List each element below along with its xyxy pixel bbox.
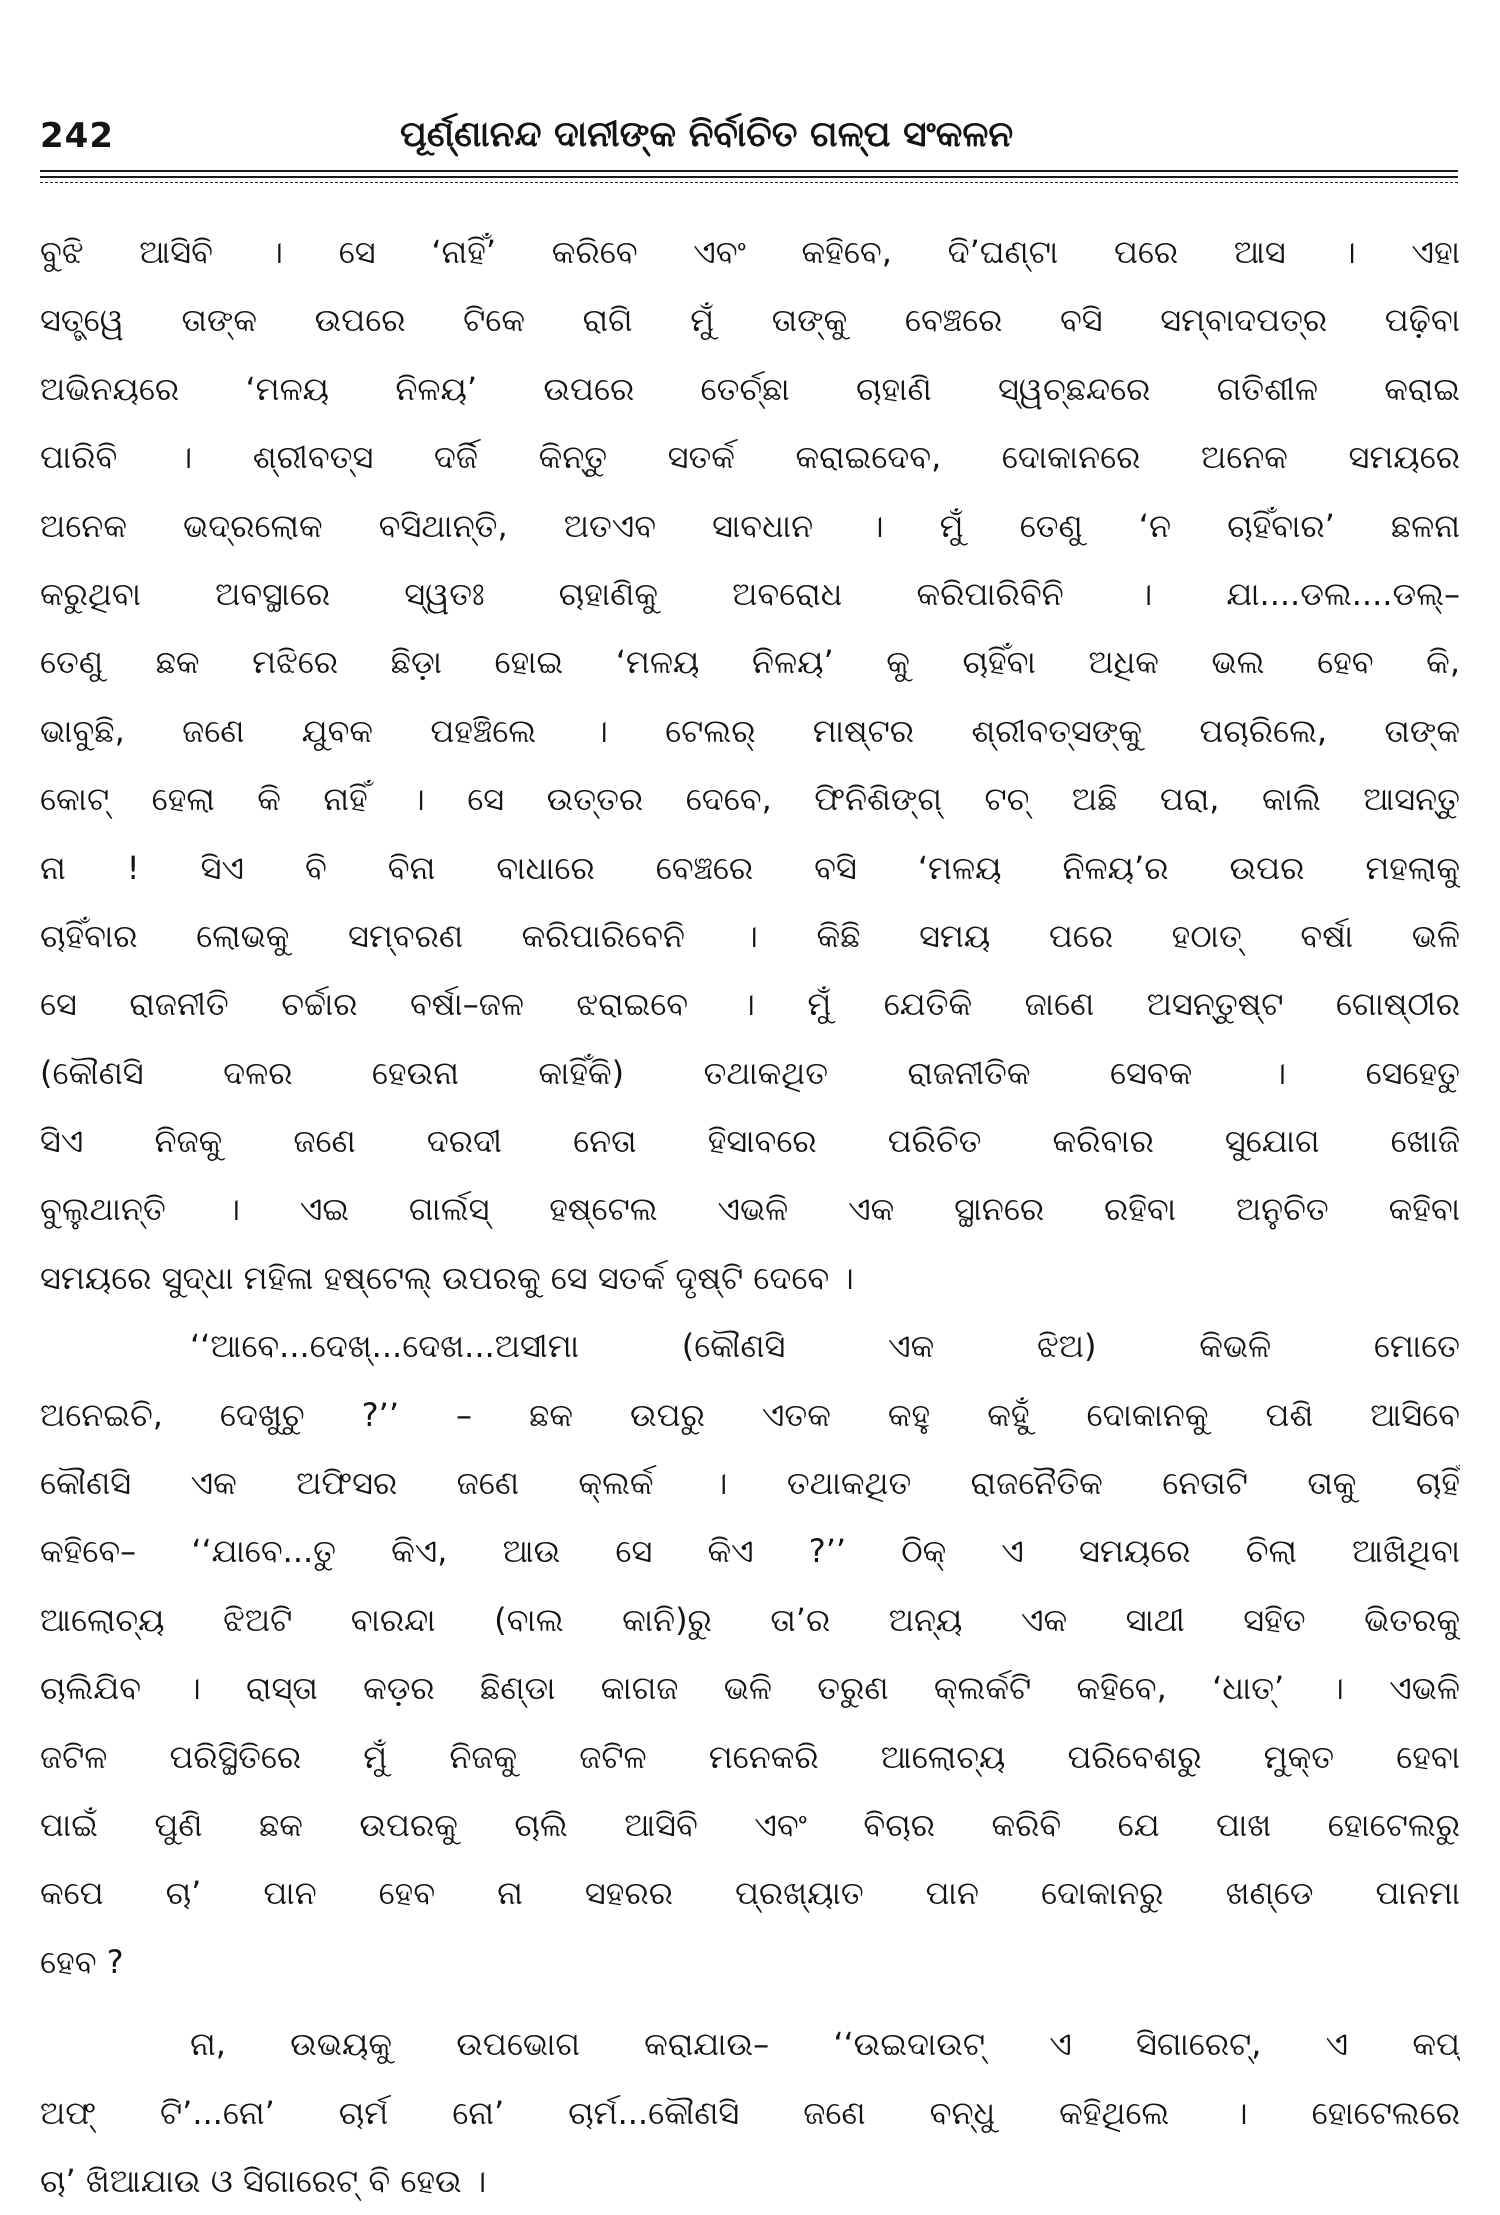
page-number: 242: [40, 116, 114, 156]
text-line: ଅଫ୍ ଟି’...ନୋ’ ଚାର୍ମ ନୋ’ ଚାର୍ମ...କୌଣସି ଜଣେ ବନ୍ଧୁ କହିଥିଲେ । ହୋଟେଲରେ: [40, 2093, 1460, 2132]
text-line: ‘‘ଆବେ...ଦେଖ୍...ଦେଖ...ଅସୀମା (କୌଣସି ଏକ ଝିଅ) କିଭଳି ମୋତେ: [190, 1327, 1460, 1366]
text-line: କରୁଥିବା ଅବସ୍ଥାରେ ସ୍ୱତଃ ଚାହାଣିକୁ ଅବରୋଧ କରିପାରିବିନି । ଯା....ଡଲ....ଡଲ୍–: [40, 574, 1460, 613]
text-line: ସତ୍ତ୍ୱେ ତାଙ୍କ ଉପରେ ଟିକେ ରାଗି ମୁଁ ତାଙ୍କୁ ବେଞ୍ଚରେ ବସି ସମ୍ବାଦପତ୍ର ପଢ଼ିବା: [40, 301, 1460, 340]
text-line: ଅଭିନୟରେ ‘ମଳୟ ନିଳୟ’ ଉପରେ ତେର୍ଚ୍ଛା ଚାହାଣି ସ୍ୱଚ୍ଛନ୍ଦରେ ଗତିଶୀଳ କରାଇ: [40, 369, 1460, 408]
header-rule: [40, 182, 1458, 183]
text-line: ପାଇଁ ପୁଣି ଛକ ଉପରକୁ ଚାଲି ଆସିବି ଏବଂ ବିଚାର କରିବି ଯେ ପାଖ ହୋଟେଲରୁ: [40, 1805, 1460, 1844]
text-line: ତେଣୁ ଛକ ମଝିରେ ଛିଡ଼ା ହୋଇ ‘ମଳୟ ନିଳୟ’ କୁ ଚାହିଁବା ଅଧିକ ଭଲ ହେବ କି,: [40, 643, 1460, 682]
text-line: ହେବ ?: [40, 1942, 124, 1981]
text-line: ପାରିବି । ଶ୍ରୀବତ୍ସ ଦର୍ଜି କିନ୍ତୁ ସତର୍କ କରାଇଦେବ, ଦୋକାନରେ ଅନେକ ସମୟରେ: [40, 438, 1460, 477]
text-line: ସମୟରେ ସୁଦ୍ଧା ମହିଳା ହଷ୍ଟେଲ୍ ଉପରକୁ ସେ ସତର୍କ ଦୃଷ୍ଟି ଦେବେ ।: [40, 1258, 854, 1297]
text-line: କୋଟ୍ ହେଲା କି ନାହିଁ । ସେ ଉତ୍ତର ଦେବେ, ଫିନିଶିଙ୍ଗ୍ ଟଚ୍ ଅଛି ପରା, କାଲି ଆସନ୍ତୁ: [40, 780, 1460, 819]
running-title: ପୂର୍ଣ୍ଣାନନ୍ଦ ଦାନୀଙ୍କ ନିର୍ବାଚିତ ଗଳ୍ପ ସଂକଳନ: [400, 114, 1014, 155]
page-header: [40, 108, 1460, 168]
text-line: (କୌଣସି ଦଳର ହେଉନା କାହିଁକି) ତଥାକଥିତ ରାଜନୀତିକ ସେବକ । ସେହେତୁ: [40, 1053, 1460, 1092]
header-rule: [40, 176, 1458, 178]
text-line: କହିବେ– ‘‘ଯାବେ...ତୁ କିଏ, ଆଉ ସେ କିଏ ?’’ ଠିକ୍ ଏ ସମୟରେ ଚିଲା ଆଖିଥିବା: [40, 1532, 1460, 1571]
text-line: ଜଟିଳ ପରିସ୍ଥିତିରେ ମୁଁ ନିଜକୁ ଜଟିଳ ମନେକରି ଆଲୋଚ୍ୟ ପରିବେଶରୁ ମୁକ୍ତ ହେବା: [40, 1737, 1460, 1776]
text-line: ଚାହିଁବାର ଲୋଭକୁ ସମ୍ବରଣ କରିପାରିବେନି । କିଛି ସମୟ ପରେ ହଠାତ୍ ବର୍ଷା ଭଳି: [40, 916, 1460, 955]
text-line: କୌଣସି ଏକ ଅଫିସର ଜଣେ କ୍ଲର୍କ । ତଥାକଥିତ ରାଜନୈତିକ ନେତାଟି ତାକୁ ଚାହିଁ: [40, 1464, 1460, 1503]
body-text: [40, 218, 1460, 2215]
text-line: କପେ ଚା’ ପାନ ହେବ ନା ସହରର ପ୍ରଖ୍ୟାତ ପାନ ଦୋକାନରୁ ଖଣ୍ଡେ ପାନମା: [40, 1874, 1460, 1913]
text-line: ସିଏ ନିଜକୁ ଜଣେ ଦରଦୀ ନେତା ହିସାବରେ ପରିଚିତ କରିବାର ସୁଯୋଗ ଖୋଜି: [40, 1122, 1460, 1161]
text-line: ଅନେଇଚି, ଦେଖୁଚୁ ?’’ – ଛକ ଉପରୁ ଏତକ କହୁ କହୁଁ ଦୋକାନକୁ ପଶି ଆସିବେ: [40, 1395, 1460, 1434]
text-line: ଅନେକ ଭଦ୍ରଲୋକ ବସିଥାନ୍ତି, ଅତଏବ ସାବଧାନ । ମୁଁ ତେଣୁ ‘ନ ଚାହିଁବାର’ ଛଳନା: [40, 506, 1460, 545]
text-line: ନା, ଉଭୟକୁ ଉପଭୋଗ କରାଯାଉ– ‘‘ଉଇଦାଉଟ୍ ଏ ସିଗାରେଟ୍, ଏ କପ୍: [190, 2025, 1460, 2064]
text-line: ଭାବୁଛି, ଜଣେ ଯୁବକ ପହଞ୍ଚିଲେ । ଟେଲର୍ ମାଷ୍ଟର ଶ୍ରୀବତ୍ସଙ୍କୁ ପଚାରିଲେ, ତାଙ୍କ: [40, 711, 1460, 750]
text-line: ସେ ରାଜନୀତି ଚର୍ଚ୍ଚାର ବର୍ଷା–ଜଳ ଝରାଇବେ । ମୁଁ ଯେତିକି ଜାଣେ ଅସନ୍ତୁଷ୍ଟ ଗୋଷ୍ଠୀର: [40, 985, 1460, 1024]
text-line: ଆଲୋଚ୍ୟ ଝିଅଟି ବାରନ୍ଦା (ବାଲ କାନି)ରୁ ତା’ର ଅନ୍ୟ ଏକ ସାଥୀ ସହିତ ଭିତରକୁ: [40, 1600, 1460, 1639]
header-rule: [40, 170, 1458, 172]
text-line: ଚାଲିଯିବ । ରାସ୍ତା କଡ଼ର ଛିଣ୍ଡା କାଗଜ ଭଳି ତରୁଣ କ୍ଲର୍କଟି କହିବେ, ‘ଧାତ୍’ । ଏଭଳି: [40, 1669, 1460, 1708]
text-line: ନା ! ସିଏ ବି ବିନା ବାଧାରେ ବେଞ୍ଚରେ ବସି ‘ମଳୟ ନିଳୟ’ର ଉପର ମହଲାକୁ: [40, 848, 1460, 887]
text-line: ବୁଝି ଆସିବି । ସେ ‘ନାହିଁ’ କରିବେ ଏବଂ କହିବେ, ଦି’ଘଣ୍ଟା ପରେ ଆସ । ଏହା: [40, 233, 1460, 271]
text-line: ଚା’ ଖିଆଯାଉ ଓ ସିଗାରେଟ୍ ବି ହେଉ ।: [40, 2161, 487, 2200]
text-line: ବୁଲୁଥାନ୍ତି । ଏଇ ଗାର୍ଲସ୍ ହଷ୍ଟେଲ ଏଭଳି ଏକ ସ୍ଥାନରେ ରହିବା ଅନୁଚିତ କହିବା: [40, 1190, 1460, 1229]
